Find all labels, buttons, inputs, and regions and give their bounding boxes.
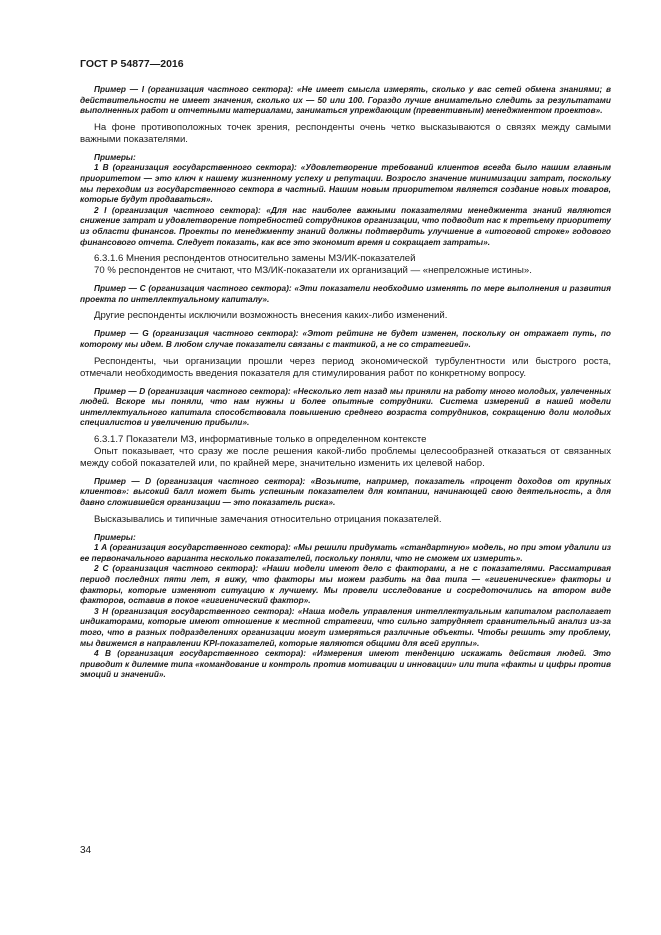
example-item: 1 А (организация государственного сектора): «Мы решили придумать «стандартную» модель, но при этом удалили из ее первоначального варианта несколько показателей, поскольку поняли, что не сможем их измерить». <box>80 542 611 563</box>
example-paragraph: Пример — D (организация частного сектора): «Несколько лет назад мы приняли на работу много молодых, увлеченных людей. Вскоре мы поняли, что нам нужны и более опытные сотрудники. Система измерений в нашей модели интеллектуального капитала способствовала повышению среднего возраста сотрудников, сокращению доли молодых специалистов и увеличению прибыли». <box>80 385 611 428</box>
body-paragraph: Высказывались и типичные замечания относительно отрицания показателей. <box>94 513 442 525</box>
section-heading: 6.3.1.6 Мнения респондентов относительно замены МЗ/ИК-показателей <box>94 253 416 265</box>
example-item: 1 В (организация государственного сектора): «Удовлетворение требований клиентов всегда было нашим главным приоритетом — это ключ к нашему жизненному успеху и репутации. Возросло значение минимизации затрат, поскольку мы переходим из государственного сектора в частный. Нашим новым приоритетом является создание новых товаров, которые будут продаваться». <box>80 162 611 205</box>
example-paragraph: Пример — G (организация частного сектора): «Этот рейтинг не будет изменен, поскольку он отражает путь, по которому мы идем. В любом случае показатели связаны с тактикой, а не со стратегией». <box>80 328 611 349</box>
body-paragraph: На фоне противоположных точек зрения, респонденты очень четко высказываются о связях между самыми важными показателями. <box>80 121 611 145</box>
examples-heading: Примеры: <box>94 531 136 542</box>
example-paragraph: Пример — С (организация частного сектора): «Эти показатели необходимо изменять по мере выполнения и развития проекта по интеллектуальному капиталу». <box>80 283 611 304</box>
example-item: 2 I (организация частного сектора): «Для нас наиболее важными показателями менеджмента знаний являются снижение затрат и удовлетворение потребностей сотрудников организации, что подводит нас к третьему приоритету из области финансов. Проекты по менеджменту знаний должны подтвердить улучшение в «итоговой строке» годового финансового отчета. Следует показать, как все это экономит время и сокращает затраты». <box>80 204 611 247</box>
body-paragraph: 70 % респондентов не считают, что МЗ/ИК-показатели их организаций — «непреложные истины». <box>94 265 532 277</box>
page-number: 34 <box>80 845 92 856</box>
standard-header: ГОСТ Р 54877—2016 <box>80 58 184 70</box>
examples-heading: Примеры: <box>94 151 136 162</box>
section-heading: 6.3.1.7 Показатели МЗ, информативные только в определенном контексте <box>94 433 427 445</box>
example-paragraph: Пример — I (организация частного сектора): «Не имеет смысла измерять, сколько у вас сетей обмена знаниями; в действительности не имеет значения, сколько их — 50 или 100. Гораздо лучше внимательно следить за результатами выполненных работ и отчетными материалами, заниматься упреждающим (превентивным) менеджментом проектов». <box>80 84 611 116</box>
example-item: 3 Н (организация государственного сектора): «Наша модель управления интеллектуальным капиталом располагает индикаторами, которые имеют отношение к местной стратегии, что сильно затрудняет сравнительный анализ из-за того, что в разных подразделениях организации могут измеряться различные объекты. Чтобы решить эту проблему, мы движемся в направлении KPI-показателей, которые являются общими для всей группы». <box>80 605 611 648</box>
example-item: 2 С (организация частного сектора): «Наши модели имеют дело с факторами, а не с показателями. Рассматривая период последних пяти лет, я вижу, что факторы мы можем разбить на два типа — «гигиенические» факторы и факторы, которые изменяют ситуацию к лучшему. Мы провели исследование и сосредоточились на втором виде факторов, оставив в покое «гигиенический фактор». <box>80 563 611 606</box>
body-paragraph: Респонденты, чьи организации прошли через период экономической турбулентности или быстрого роста, отмечали необходимость введения показателя для стимулирования работ по конкретному вопросу. <box>80 355 611 379</box>
body-paragraph: Опыт показывает, что сразу же после решения какой-либо проблемы целесообразней отказаться от связанных между собой показателей или, по крайней мере, значительно изменить их целевой набор. <box>80 445 611 469</box>
example-item: 4 В (организация государственного сектора): «Измерения имеют тенденцию искажать действия людей. Это приводит к дилемме типа «командование и контроль против мотивации и инновации» или типа «факты и цифры против эмоций и значений». <box>80 648 611 680</box>
example-paragraph: Пример — D (организация частного сектора): «Возьмите, например, показатель «процент доходов от крупных клиентов»: высокий балл может быть успешным показателем для компании, начинающей свою деятельность, а для давно сложившейся организации — это показатель риска». <box>80 475 611 508</box>
body-paragraph: Другие респонденты исключили возможность внесения каких-либо изменений. <box>94 310 448 322</box>
